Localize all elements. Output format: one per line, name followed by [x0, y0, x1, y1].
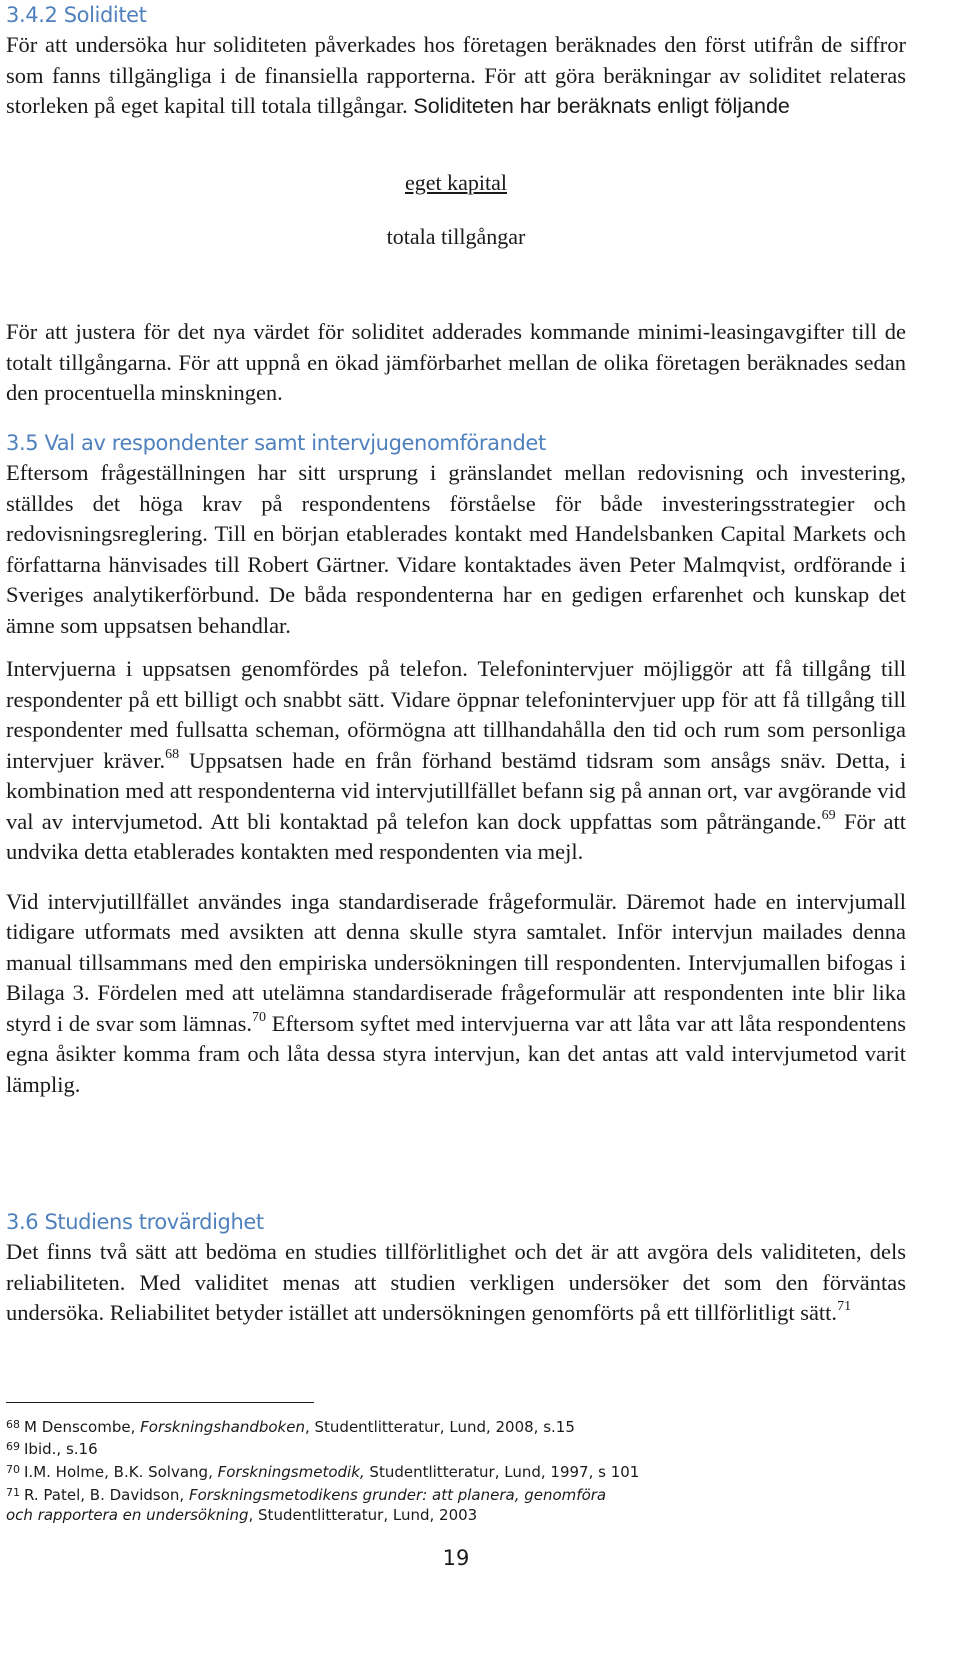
section-heading: 3.4.2 Soliditet	[6, 3, 147, 27]
footnote: $^{69}$ Ibid., s.16	[6, 1440, 98, 1458]
section-3-4-2	[6, 0, 906, 122]
footnote: $^{70}$ I.M. Holme, B.K. Solvang, Forskningsmetodik, Studentlitteratur, Lund, 1997, s 101	[6, 1463, 640, 1481]
footnote: $^{71}$ R. Patel, B. Davidson, Forskningsmetodikens grunder: att planera, genomföra	[6, 1486, 607, 1504]
footnote: $^{68}$ M Denscombe, Forskningshandboken, Studentlitteratur, Lund, 2008, s.15	[6, 1418, 575, 1436]
section-3-6	[6, 1207, 906, 1329]
paragraph-text: Soliditeten har beräknats enligt följande	[413, 94, 790, 118]
section-heading: 3.6 Studiens trovärdighet	[6, 1210, 264, 1234]
footnote-divider	[6, 1402, 314, 1403]
paragraph: Vid intervjutillfället användes inga standardiserade frågeformulär. Däremot hade en intervjumall tidigare utformats med avsikten att denna skulle styra samtalet. Inför intervjun mailades denna manual tillsammans med den empiriska undersökningen till respondenten. Intervjumallen bifogas i Bilaga 3. Fördelen med att utelämna standardiserade frågeformulär att respondenten inte blir lika styrd i de svar som lämnas.$^{70}$ Eftersom syftet med intervjuerna var att låta var att låta respondentens egna åsikter komma fram och låta dessa styra intervjun, kan det antas att vald intervjumetod varit lämplig.	[6, 888, 906, 1097]
paragraph-text: För att undersöka hur soliditeten påverkades hos företagen beräknades den först utifrån de siffror som fanns tillgängliga i de finansiella rapporterna. För att göra beräkningar av soliditet relateras storleken på eget kapital till totala tillgångar.	[6, 32, 906, 118]
footnote-ref[interactable]: 71	[837, 1299, 852, 1314]
paragraph: Eftersom frågeställningen har sitt ursprung i gränslandet mellan redovisning och investering, ställdes det höga krav på respondentens förståelse för både investeringsstrategier och redovisningsreglering. Till en början etablerades kontakt med Handelsbanken Capital Markets och författarna hänvisades till Robert Gärtner. Vidare kontaktades även Peter Malmqvist, ordförande i Sveriges analytikerförbund. De båda respondenterna har en gedigen erfarenhet och kunskap det ämne som uppsatsen behandlar.	[6, 460, 906, 638]
paragraph: För att justera för det nya värdet för soliditet adderades kommande minimi-leasingavgifter till de totalt tillgångarna. För att uppnå en ökad jämförbarhet mellan de olika företagen beräknades sedan den procentuella minskningen.	[6, 319, 906, 405]
page-number: 19	[442, 1546, 470, 1570]
paragraph	[6, 30, 906, 122]
section-heading: 3.5 Val av respondenter samt intervjugenomförandet	[6, 431, 546, 455]
footnote-ref[interactable]: 68	[165, 746, 180, 762]
section-3-5	[6, 428, 906, 1100]
formula-denominator: totala tillgångar	[386, 224, 526, 249]
paragraph: Det finns två sätt att bedöma en studies tillförlitlighet och det är att avgöra dels validiteten, dels reliabiliteten. Med validitet menas att studien verkligen undersöker det som den förväntas undersöka. Reliabilitet betyder istället att undersökningen genomförts på ett tillförlitligt sätt.$^{71}$	[6, 1239, 906, 1325]
footnote-ref[interactable]: 70	[251, 1009, 266, 1025]
formula-numerator: eget kapital	[404, 170, 507, 195]
footnote-ref[interactable]: 69	[821, 807, 836, 823]
paragraph: Intervjuerna i uppsatsen genomfördes på telefon. Telefonintervjuer möjliggör att få tillgång till respondenter på ett billigt och snabbt sätt. Vidare öppnar telefonintervjuer upp för att få tillgång till respondenter med fullsatta scheman, oförmögna att tillhandahålla den tid och rum som personliga intervjuer kräver.$^{68}$ Uppsatsen hade en från förhand bestämd tidsram som ansågs snäv. Detta, i kombination med att respondenterna vid intervjutillfället befann sig på annan ort, var avgörande vid val av intervjumetod. Att bli kontaktad på telefon kan dock uppfattas som påträngande.$^{69}$ För att undvika detta etablerades kontakten med respondenten via mejl.	[6, 656, 907, 864]
footnote-continuation: och rapportera en undersökning, Studentlitteratur, Lund, 2003	[6, 1506, 478, 1524]
